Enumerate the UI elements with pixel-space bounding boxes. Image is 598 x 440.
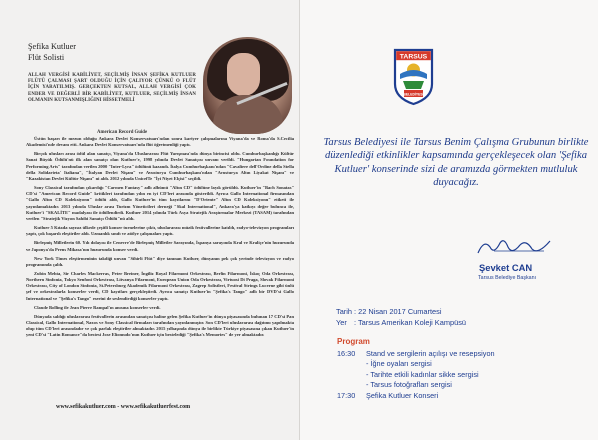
tarsus-municipality-logo-icon <box>393 48 434 106</box>
photo-body <box>213 95 283 134</box>
date-row <box>336 306 466 317</box>
date-label: Tarih <box>336 307 353 316</box>
program-item <box>337 380 495 390</box>
program-item <box>337 370 495 380</box>
bio-paragraph: Claude Bolling ile Jean Pierre Rampal'ın anısına konserler verdi. <box>34 304 161 310</box>
artist-quote: ALLAH VERGİSİ KABİLİYET, SEÇİLMİŞ İNSAN ŞEFİKA KUTLUER FLÜTÜ ÇALMASI ŞART OLDUĞU İÇİN ÇALIYOR ÇÜNKÜ O FLÜT İÇİN YARATILMIŞ. GERÇEKTEN KUTSAL, ALLAH VERGİSİ ÇOK ENDER VE DEĞERLİ BİR KABİLİYET, KUTLUER, SEÇİLMİŞ İNSAN OLMANIN KUTSANMIŞLIĞINI HİSSETMELİ <box>28 73 196 103</box>
program-time: 16:30 <box>337 349 356 358</box>
artist-name: Şefika Kutluer <box>28 42 76 51</box>
program-text: - İğne oyaları sergisi <box>366 359 432 369</box>
program-text: - Tarihte etkili kadınlar sikke sergisi <box>366 369 479 379</box>
fold-line <box>299 0 300 440</box>
program-item <box>337 359 495 369</box>
program-title: Program <box>337 337 370 346</box>
program-text: - Tarsus fotoğrafları sergisi <box>366 380 452 390</box>
event-info <box>336 306 466 328</box>
artist-photo <box>203 37 292 134</box>
place-value: : Tarsus Amerikan Koleji Kampüsü <box>354 318 467 327</box>
program-item <box>337 391 495 401</box>
signatory-title: Tarsus Belediye Başkanı <box>478 275 537 281</box>
artist-role: Flüt Solisti <box>28 53 65 62</box>
place-label: Yer <box>336 318 347 327</box>
bio-paragraph: Birleşmiş Milletlerin 60. Yılı dolayısı ile Cenevre'de Birleşmiş Milletler Sarayında, İspanya sarayında Kral ve Kraliçe'nin huzurunda ve Japonya'da Prens Mikasa'nın huzurunda konser verdi. <box>26 240 294 252</box>
program-time <box>337 370 366 380</box>
bio-paragraph: Dünyada saldığı uluslararası festivallerin arasından sanatçısı haline gelen Şefika Kutluer'in dünya piyasasında bulunan 17 CD'si Pan Classical, Gallo International, Naxos ve Sony Classical firmaları tarafından yayınlanmıştır. Son CD'leri uluslararası dağıtımı yapılmakta olup tüm CD'leri arasındadır ve çok parlak eleştiriler almaktadır. 2015 yılbaşında dünya ile birlikte Türkiye piyasasına çıkan Kutluer'in yeni CD'si "Latin Romance"da bestesi Jose Eliomudo'nun Kutluer için bestelediği "Şefika's Memories" de yer almaktadır. <box>26 313 294 338</box>
program-list <box>337 349 495 401</box>
website-urls: www.sefikakutluer.com - www.sefikakutluerfest.com <box>56 404 191 410</box>
program-time: 17:30 <box>337 390 356 400</box>
logo-subtext: BELEDİYESİ <box>403 92 424 97</box>
bio-paragraph: Birçok ulusları arası ödül alan sanatçı, Viyana'da Uluslararası Flüt Yarışması'nda dünya birincisi oldu. Cumhurbaşkanlığı Kültür Sanat Büyük Ödülü'nü ilk alan sanatçı olan Kutluer'e, 1998 yılında Devlet Sanatçısı unvanı verildi. "Hungarian Foundation for Performing Arts" tarafından verilen 2000 "Inter-Lyra" ödülünü kazandı. İtalya Cumhurbaşkanı'ndan "Cavaliere dell'Ordine della Stella della Solidarieta' Italiana", "İtalyan Devlet Nişanı" ve Avusturya Cumhurbaşkanı'ndan "Avusturya Altın Liyakat Nişanı" ve "Kazakistan Devlet Kültür Nişanı" ni aldı. 2012 yılında UnicefTe "İyi Niyet Elçisi" seçildi. <box>26 151 294 181</box>
signatory-name: Şevket CAN <box>479 262 533 273</box>
program-time <box>337 359 366 369</box>
program-time <box>337 380 366 390</box>
quote-source: American Record Guide <box>97 130 148 135</box>
bio-paragraph: Üstün başarı ile mezun olduğu Ankara Devlet Konservatuarı'ndan sonra kariyer çalışmalarına Viyana'da ve Roma'da S.Cecilia Akademisi'nde devam etti. Ankara Devlet Konservatuarı'nda flüt öğretmenliği yaptı. <box>26 136 294 148</box>
bio-paragraph: New York Times eleştirmeninin takdiği unvan "Sihirli Flüt" diye tanınan Kutluer, dünyanın pek çok yerinde televizyon ve radyo programında çaldı. <box>26 255 294 267</box>
program-text: Stand ve sergilerin açılışı ve resepsiyon <box>366 349 495 358</box>
bio-paragraph: Sony Classical tarafından çıkardığı "Carmen Fantasy" adlı albümü "Altın CD" ödülüne layık görüldü. Kutluer'in "Bach Sonatas" CD'si "American Record Guide" kritikleri tarafından yılın en iyi CD'leri arasında gösterildi. Ayrıca Gallo International firmasından "Gallo Altın CD Koleksiyonu" ödülü aldı, Gallo Kutluer'in tüm kayıtlarını "D'Oriente" Altın CD Koleksiyonu" etiketi ile yayınlamaktadır. 2013 yılında Uluslar arası Turizm Yöneticileri derneği "Skal International", Ankara'ya katkıyı değer bulunca ile, Kutluer'i "SKALİTE" madalyası ile ödüllendirdi. Kutluer 2014 yılında Türk Asya Stratejik Araştırmalar Merkezi (TASAM) tarafından verilen "Stratejik Vizyon Sahibi Sanatçı Ödülü"nü aldı. <box>26 185 294 221</box>
bio-paragraph: Zubin Mehta, Sir Charles Mackerras, Peter Breiner, İngiliz Royal Filarmoni Orkestrası, Berlin Filarmoni, İskoç Oda Orkestrası, Northern Sinfonia, Tokyo Senfoni Orkestrası, Litvanya Filarmoni, European Union Oda Orkestrası, Virtuosi Di Praga, Slovak Filarmoni Orkestrası, City of London Sinfonia, St.Petersburg Akademik Filarmoni Orkestrası, Zagrep Solistleri, Festival Strings Lucerne gibi ünlü şef ve orkestralarla konserler verdi, CD kayıtları gerçekleştirdi. Ayrıca sanatçı Kutluer'in "Şefika's Tango" adlı bir DVD'si Gallo International ve "Şefika's Tango" eserini de seslendirdiği konserler yaptı. <box>26 270 294 301</box>
invitation-text: Tarsus Belediyesi ile Tarsus Benim Çalışma Grubunun birlikte düzenlediği etkinlikler kapsamında gerçekleşecek olan 'Şefika Kutluer' konserinde sizi de aramızda görmekten mutluluk duyacağız. <box>323 137 589 188</box>
program-text: Şefika Kutluer Konseri <box>366 390 439 400</box>
bio-paragraph: Kutluer 5 Kıtada sayısız ülkede çeşitli konser turnelerine çıktı, uluslararası müzik festivallerine katıldı, radyo-televizyon programları yaptı, çok başarılı eleştiriler aldı. Uzmanlık sınıfı ve atölye çalışmaları yaptı. <box>26 225 294 237</box>
place-row <box>336 317 466 328</box>
photo-face <box>227 53 260 96</box>
program-item <box>337 349 495 359</box>
signature-icon <box>474 233 554 259</box>
logo-text: TARSUS <box>399 53 428 61</box>
date-value: : 22 Nisan 2017 Cumartesi <box>354 307 442 316</box>
artist-bio <box>26 136 294 342</box>
